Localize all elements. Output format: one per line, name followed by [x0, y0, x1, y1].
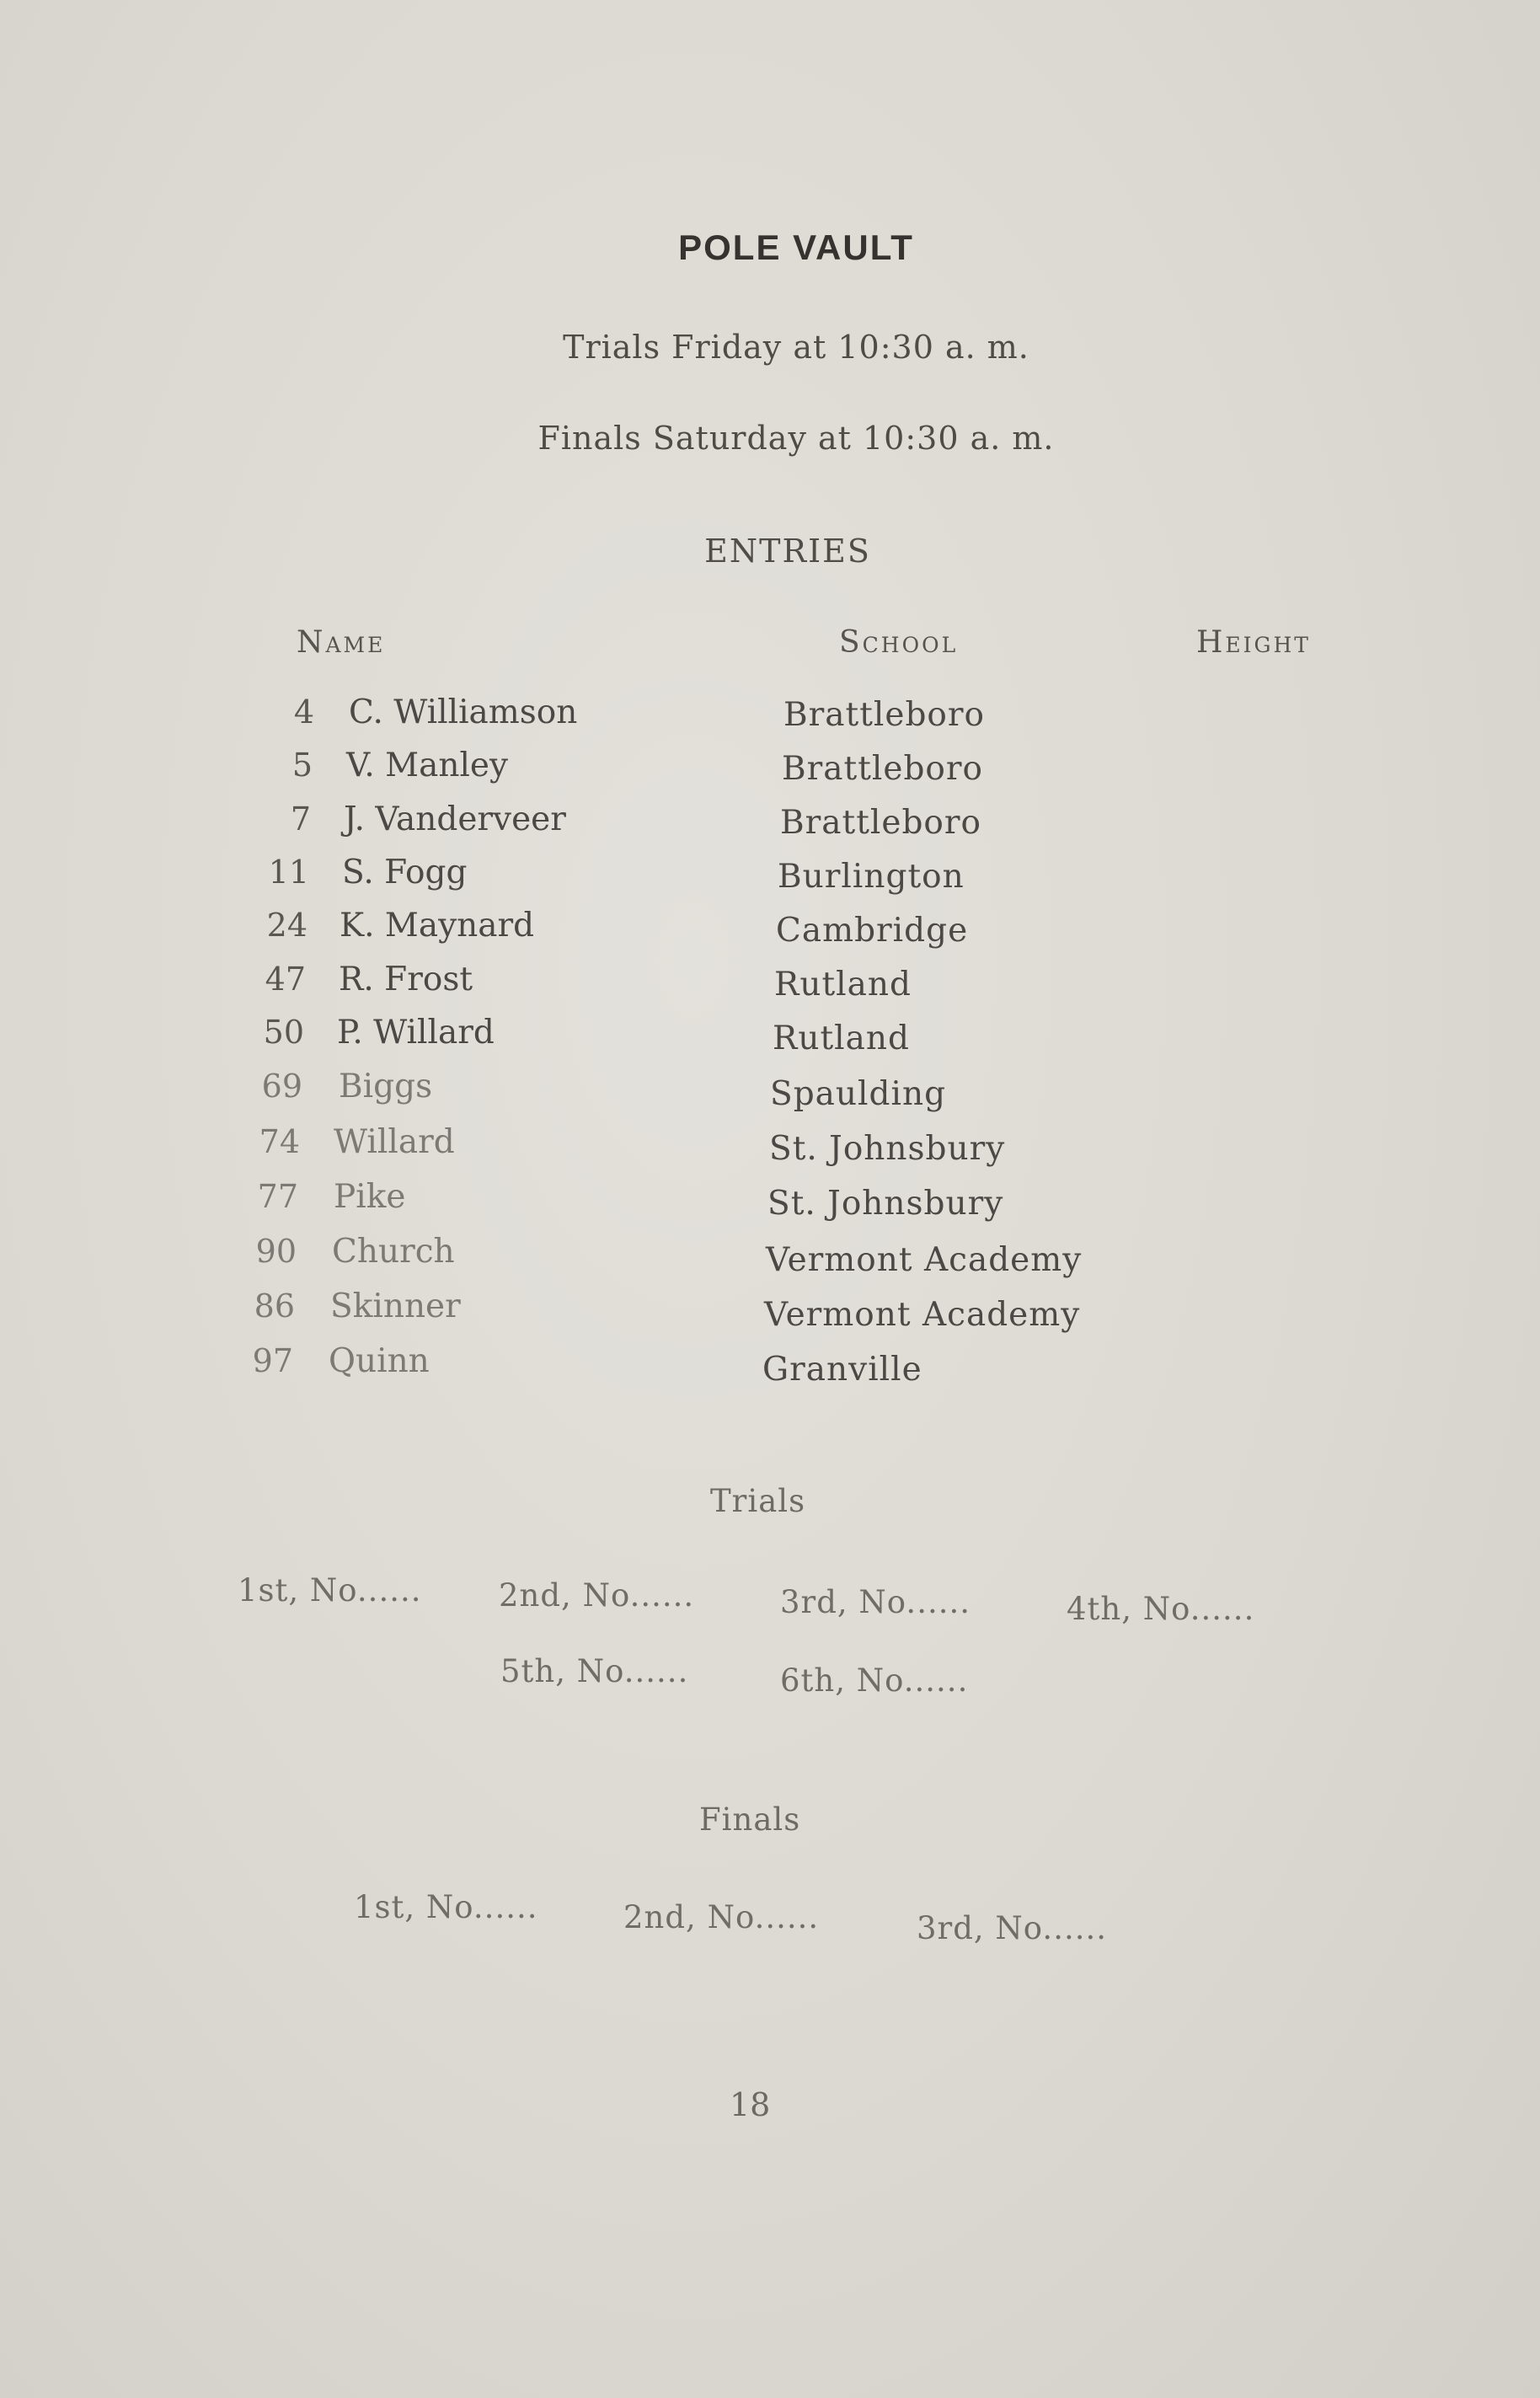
- entry-number: 47: [265, 961, 306, 998]
- trials-place-4: 4th, No......: [1067, 1591, 1255, 1627]
- entry-school: Granville: [762, 1351, 922, 1389]
- entry-name: Biggs: [339, 1068, 433, 1105]
- entry-name: Willard: [334, 1123, 455, 1161]
- finals-place-1: 1st, No......: [354, 1889, 538, 1925]
- entry-number: 7: [290, 800, 311, 838]
- trials-schedule: Trials Friday at 10:30 a. m.: [563, 329, 1029, 366]
- entry-name: Church: [332, 1233, 455, 1271]
- entry-school: Rutland: [773, 1020, 910, 1057]
- column-header-name: Name: [297, 625, 386, 660]
- trials-place-1: 1st, No......: [238, 1572, 422, 1608]
- trials-place-5: 5th, No......: [500, 1653, 689, 1689]
- entry-name: K. Maynard: [340, 907, 535, 945]
- entry-school: Vermont Academy: [766, 1241, 1083, 1279]
- finals-place-2: 2nd, No......: [623, 1899, 820, 1935]
- entry-school: St. Johnsbury: [767, 1185, 1004, 1223]
- entry-number: 90: [255, 1233, 297, 1270]
- entry-number: 50: [263, 1014, 304, 1051]
- entry-name: V. Manley: [346, 747, 509, 784]
- event-title: POLE VAULT: [678, 227, 914, 267]
- entry-number: 97: [252, 1342, 293, 1379]
- finals-schedule: Finals Saturday at 10:30 a. m.: [537, 420, 1055, 457]
- finals-heading: Finals: [699, 1801, 801, 1838]
- entry-name: S. Fogg: [342, 854, 468, 891]
- page-number: 18: [730, 2086, 771, 2123]
- entry-school: Brattleboro: [783, 696, 986, 734]
- entry-number: 69: [261, 1068, 302, 1105]
- entry-school: Burlington: [778, 858, 965, 896]
- column-header-height: Height: [1196, 625, 1311, 660]
- entry-name: J. Vanderveer: [344, 800, 566, 838]
- entry-school: Vermont Academy: [764, 1296, 1081, 1334]
- entry-number: 5: [291, 747, 313, 784]
- trials-place-3: 3rd, No......: [780, 1584, 971, 1620]
- entry-school: Brattleboro: [782, 750, 984, 788]
- finals-place-3: 3rd, No......: [917, 1910, 1108, 1946]
- entry-school: St. Johnsbury: [769, 1130, 1006, 1168]
- entries-heading: ENTRIES: [704, 533, 871, 570]
- entry-school: Rutland: [774, 966, 912, 1004]
- column-header-school: School: [839, 625, 959, 660]
- entry-school: Cambridge: [776, 912, 969, 950]
- entry-name: Skinner: [330, 1287, 461, 1325]
- trials-heading: Trials: [710, 1483, 806, 1519]
- entry-school: Spaulding: [770, 1075, 947, 1113]
- entry-name: Quinn: [329, 1342, 430, 1380]
- entry-number: 24: [266, 907, 307, 944]
- entry-number: 74: [259, 1123, 300, 1160]
- entry-name: C. Williamson: [349, 693, 578, 731]
- entry-name: P. Willard: [337, 1014, 495, 1052]
- entry-school: Brattleboro: [780, 804, 982, 842]
- entry-name: R. Frost: [339, 961, 473, 998]
- entry-name: Pike: [334, 1178, 406, 1216]
- entry-number: 4: [293, 693, 314, 731]
- entry-number: 77: [257, 1178, 298, 1215]
- entry-number: 86: [254, 1287, 295, 1325]
- trials-place-2: 2nd, No......: [499, 1577, 695, 1614]
- entry-number: 11: [268, 854, 309, 891]
- trials-place-6: 6th, No......: [780, 1662, 969, 1699]
